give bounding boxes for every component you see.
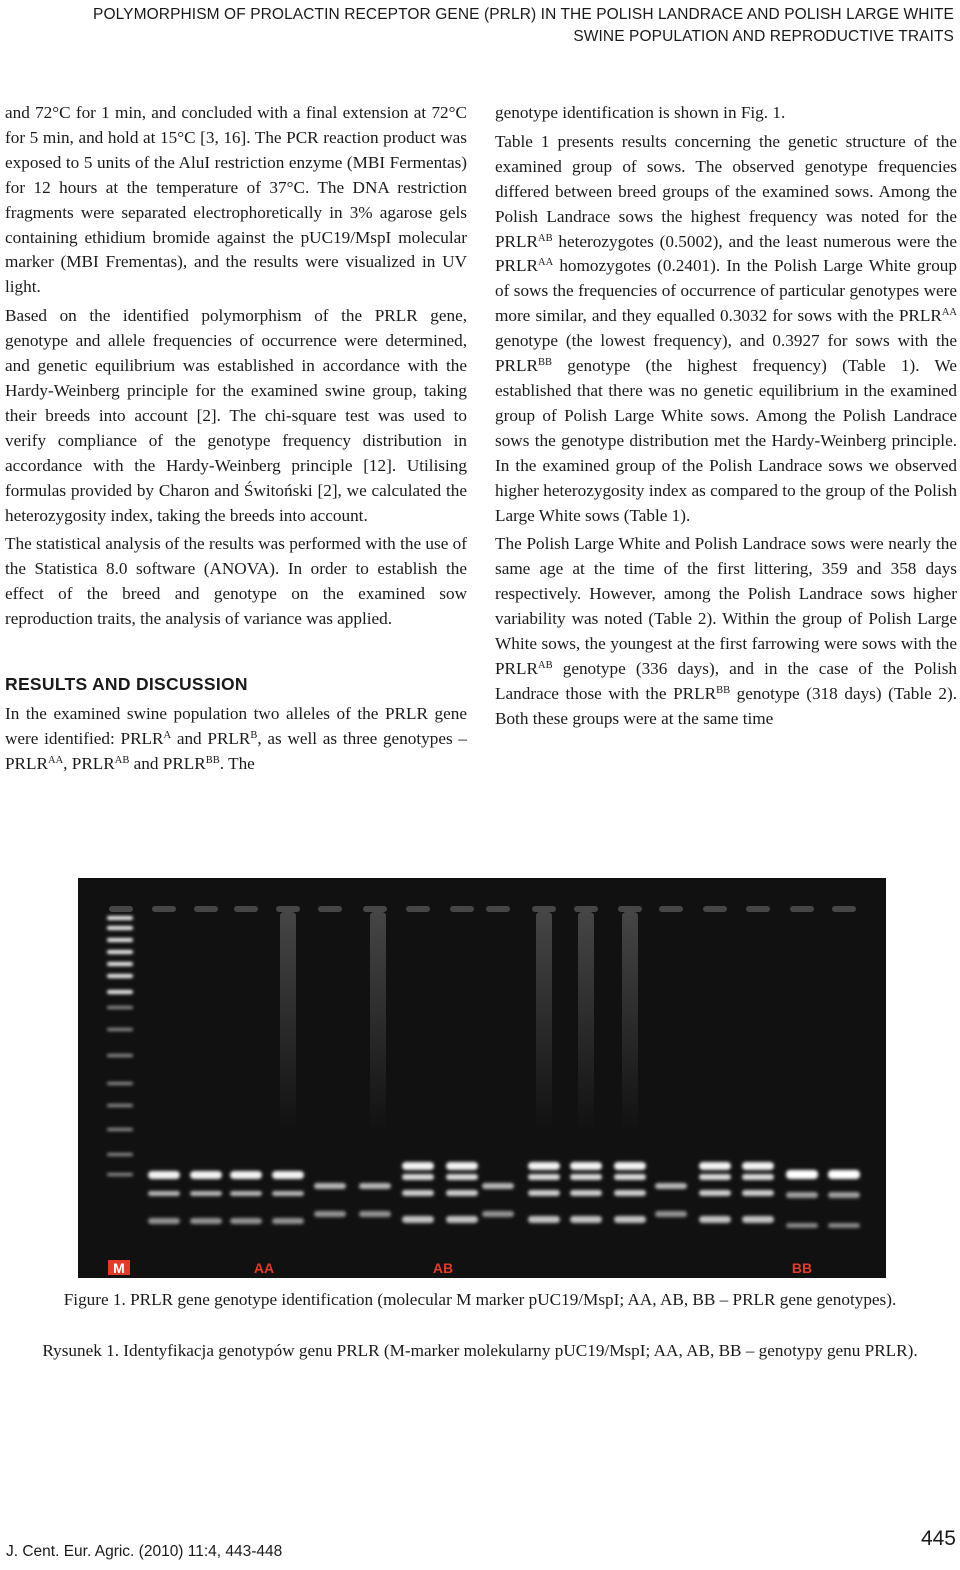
sample-band bbox=[190, 1171, 222, 1179]
marker-band bbox=[107, 974, 133, 978]
marker-band bbox=[107, 916, 133, 920]
gel-well bbox=[234, 906, 258, 912]
sample-band bbox=[230, 1171, 262, 1179]
gel-smear bbox=[280, 912, 296, 1132]
sample-band bbox=[446, 1162, 478, 1170]
paragraph-first-littering: The Polish Large White and Polish Landrace sows were nearly the same age at the time of the first littering, 359 and 358 days respectively. However, among the Polish Landrace sows higher variability was noted (Table 2). Within the group of Polish Large White sows, the youngest at the first farrowing were sows with the $PRLR^{AB}$ genotype (336 days), and in the case of the Polish Landrace those with the $PRLR^{BB}$ genotype (318 days) (Table 2). Both these groups were at the same time bbox=[495, 534, 957, 728]
gel-well bbox=[194, 906, 218, 912]
label-ab: AB bbox=[432, 1260, 454, 1276]
gel-well bbox=[532, 906, 556, 912]
sample-band bbox=[528, 1190, 560, 1196]
gel-smear bbox=[370, 912, 386, 1132]
marker-band bbox=[107, 1028, 133, 1031]
sample-band bbox=[148, 1191, 180, 1196]
sample-band bbox=[699, 1216, 731, 1223]
marker-band bbox=[107, 1128, 133, 1131]
sample-band bbox=[742, 1190, 774, 1196]
marker-band bbox=[107, 1006, 133, 1009]
sample-band bbox=[786, 1170, 818, 1179]
paragraph-methods-statistics: The statistical analysis of the results was performed with the use of the Statistica 8.0 software (ANOVA). In order to establish the effect of the breed and genotype on the examined sow reproduction traits, the analysis of variance was applied. bbox=[5, 534, 467, 629]
sample-band bbox=[402, 1174, 434, 1180]
sample-band bbox=[272, 1171, 304, 1179]
gel-well bbox=[746, 906, 770, 912]
sample-band bbox=[314, 1211, 346, 1217]
sample-band bbox=[148, 1171, 180, 1179]
sample-band bbox=[786, 1223, 818, 1228]
sample-band bbox=[528, 1216, 560, 1223]
sample-band bbox=[314, 1183, 346, 1189]
sample-band bbox=[828, 1170, 860, 1179]
marker-band bbox=[107, 1104, 133, 1107]
gel-well bbox=[703, 906, 727, 912]
sample-band bbox=[655, 1183, 687, 1189]
marker-band bbox=[107, 926, 133, 930]
paragraph-genetic-structure: Table 1 presents results concerning the genetic structure of the examined group of sows. The observed genotype frequencies differed between breed groups of the examined sows. Among the Polish Landrace sows the highest frequency was noted for the $PRLR^{AB}$ heterozygotes (0.5002), and the least numerous were the $PRLR^{AA}$ homozygotes (0.2401). In the Polish Large White group of sows the frequencies of occurrence of particular genotypes were more similar, and they equalled 0.3032 for sows with the $PRLR^{AA}$ genotype (the lowest frequency), and 0.3927 for sows with the $PRLR^{BB}$ genotype (the highest frequency) (Table 1). We established that there was no genetic equilibrium in the examined group of Polish Large White sows. Among the Polish Landrace sows the genotype distribution met the Hardy-Weinberg principle. In the examined group of the Polish Landrace sows we observed higher heterozygosity index as compared to the group of the Polish Large White sows (Table 1). bbox=[495, 131, 957, 525]
journal-citation: J. Cent. Eur. Agric. (2010) 11:4, 443-448 bbox=[6, 1543, 283, 1560]
gel-well bbox=[406, 906, 430, 912]
marker-lane-label bbox=[108, 1260, 130, 1276]
marker-band bbox=[107, 1082, 133, 1085]
sample-band bbox=[230, 1191, 262, 1196]
running-header bbox=[14, 4, 954, 48]
sample-band bbox=[828, 1192, 860, 1198]
label-bb: BB bbox=[791, 1260, 813, 1276]
marker-band bbox=[107, 1173, 133, 1176]
sample-band bbox=[402, 1162, 434, 1170]
sample-band bbox=[272, 1218, 304, 1224]
sample-band bbox=[148, 1218, 180, 1224]
sample-band bbox=[528, 1174, 560, 1180]
sample-band bbox=[614, 1174, 646, 1180]
paragraph-figure-reference: genotype identification is shown in Fig. 1. bbox=[495, 103, 786, 122]
gel-well bbox=[486, 906, 510, 912]
marker-band bbox=[107, 938, 133, 942]
sample-band bbox=[359, 1211, 391, 1217]
sample-band bbox=[742, 1216, 774, 1223]
sample-band bbox=[655, 1211, 687, 1217]
sample-band bbox=[742, 1162, 774, 1170]
gel-well bbox=[276, 906, 300, 912]
sample-band bbox=[446, 1190, 478, 1196]
marker-band bbox=[107, 1054, 133, 1057]
sample-band bbox=[699, 1190, 731, 1196]
gel-well bbox=[790, 906, 814, 912]
sample-band bbox=[190, 1191, 222, 1196]
marker-band bbox=[107, 950, 133, 954]
gel-well bbox=[574, 906, 598, 912]
page-number: 445 bbox=[920, 1527, 956, 1550]
sample-band bbox=[570, 1190, 602, 1196]
sample-band bbox=[272, 1191, 304, 1196]
sample-band bbox=[446, 1174, 478, 1180]
sample-band bbox=[482, 1211, 514, 1217]
gel-smear bbox=[622, 912, 638, 1132]
marker-band bbox=[107, 962, 133, 966]
sample-band bbox=[359, 1183, 391, 1189]
sample-band bbox=[699, 1174, 731, 1180]
gel-well bbox=[318, 906, 342, 912]
sample-band bbox=[446, 1216, 478, 1223]
sample-band bbox=[570, 1174, 602, 1180]
gel-well bbox=[659, 906, 683, 912]
gel-well bbox=[363, 906, 387, 912]
paragraph-results-alleles: In the examined swine population two alleles of the PRLR gene were identified: $PRLR^A$ and $PRLR^B$, as well as three genotypes – $PRLR^{AA}$, $PRLR^{AB}$ and $PRLR^{BB}$. The bbox=[5, 703, 467, 773]
sample-band bbox=[570, 1162, 602, 1170]
running-header-line-1: POLYMORPHISM OF PROLACTIN RECEPTOR GENE (PRLR) IN THE POLISH LANDRACE AND POLISH LARGE WHITE bbox=[93, 6, 954, 23]
figure-caption-english: Figure 1. PRLR gene genotype identification (molecular M marker pUC19/MspI; AA, AB, BB – PRLR gene genotypes). bbox=[63, 1290, 897, 1309]
sample-band bbox=[742, 1174, 774, 1180]
sample-band bbox=[482, 1183, 514, 1189]
sample-band bbox=[699, 1162, 731, 1170]
gel-smear bbox=[536, 912, 552, 1132]
sample-band bbox=[190, 1218, 222, 1224]
marker-band bbox=[107, 990, 133, 994]
paragraph-methods-pcr: and 72°C for 1 min, and concluded with a final extension at 72°C for 5 min, and hold at 15°C [3, 16]. The PCR reaction product was exposed to 5 units of the AluI restriction enzyme (MBI Fermentas) for 12 hours at the temperature of 37°C. The DNA restriction fragments were separated electrophoretically in 3% agarose gels containing ethidium bromide against the pUC19/MspI molecular marker (MBI Frementas), and the results were visualized in UV light. bbox=[5, 103, 467, 297]
section-heading-results: RESULTS AND DISCUSSION bbox=[5, 674, 248, 695]
marker-band bbox=[107, 1153, 133, 1156]
sample-band bbox=[570, 1216, 602, 1223]
gel-well bbox=[450, 906, 474, 912]
sample-band bbox=[528, 1162, 560, 1170]
sample-band bbox=[614, 1190, 646, 1196]
sample-band bbox=[828, 1223, 860, 1228]
gel-well bbox=[832, 906, 856, 912]
gel-well bbox=[152, 906, 176, 912]
label-aa: AA bbox=[253, 1260, 275, 1276]
figure-caption-polish: Rysunek 1. Identyfikacja genotypów genu PRLR (M-marker molekularny pUC19/MspI; AA, AB, BB – genotypy genu PRLR). bbox=[42, 1341, 918, 1360]
sample-band bbox=[230, 1218, 262, 1224]
gel-well bbox=[109, 906, 133, 912]
sample-band bbox=[402, 1216, 434, 1223]
sample-band bbox=[786, 1192, 818, 1198]
gel-smear bbox=[578, 912, 594, 1132]
label-m: M bbox=[113, 1260, 125, 1276]
sample-band bbox=[614, 1216, 646, 1223]
sample-band bbox=[614, 1162, 646, 1170]
right-column bbox=[495, 101, 957, 732]
running-header-line-2: SWINE POPULATION AND REPRODUCTIVE TRAITS bbox=[573, 28, 954, 45]
sample-band bbox=[402, 1190, 434, 1196]
gel-well bbox=[618, 906, 642, 912]
left-column bbox=[5, 101, 467, 777]
paragraph-methods-frequencies: Based on the identified polymorphism of the PRLR gene, genotype and allele frequencies of occurrence were determined, and genetic equilibrium was established in accordance with the Hardy-Weinberg principle for the examined swine group, taking their breeds into account [2]. The chi-square test was used to verify compliance of the genotype frequency distribution in accordance with the Hardy-Weinberg principle [12]. Utilising formulas provided by Charon and Świtoński [2], we calculated the heterozygosity index, taking the breeds into account. bbox=[5, 306, 467, 525]
gel-electrophoresis-figure bbox=[78, 878, 886, 1278]
